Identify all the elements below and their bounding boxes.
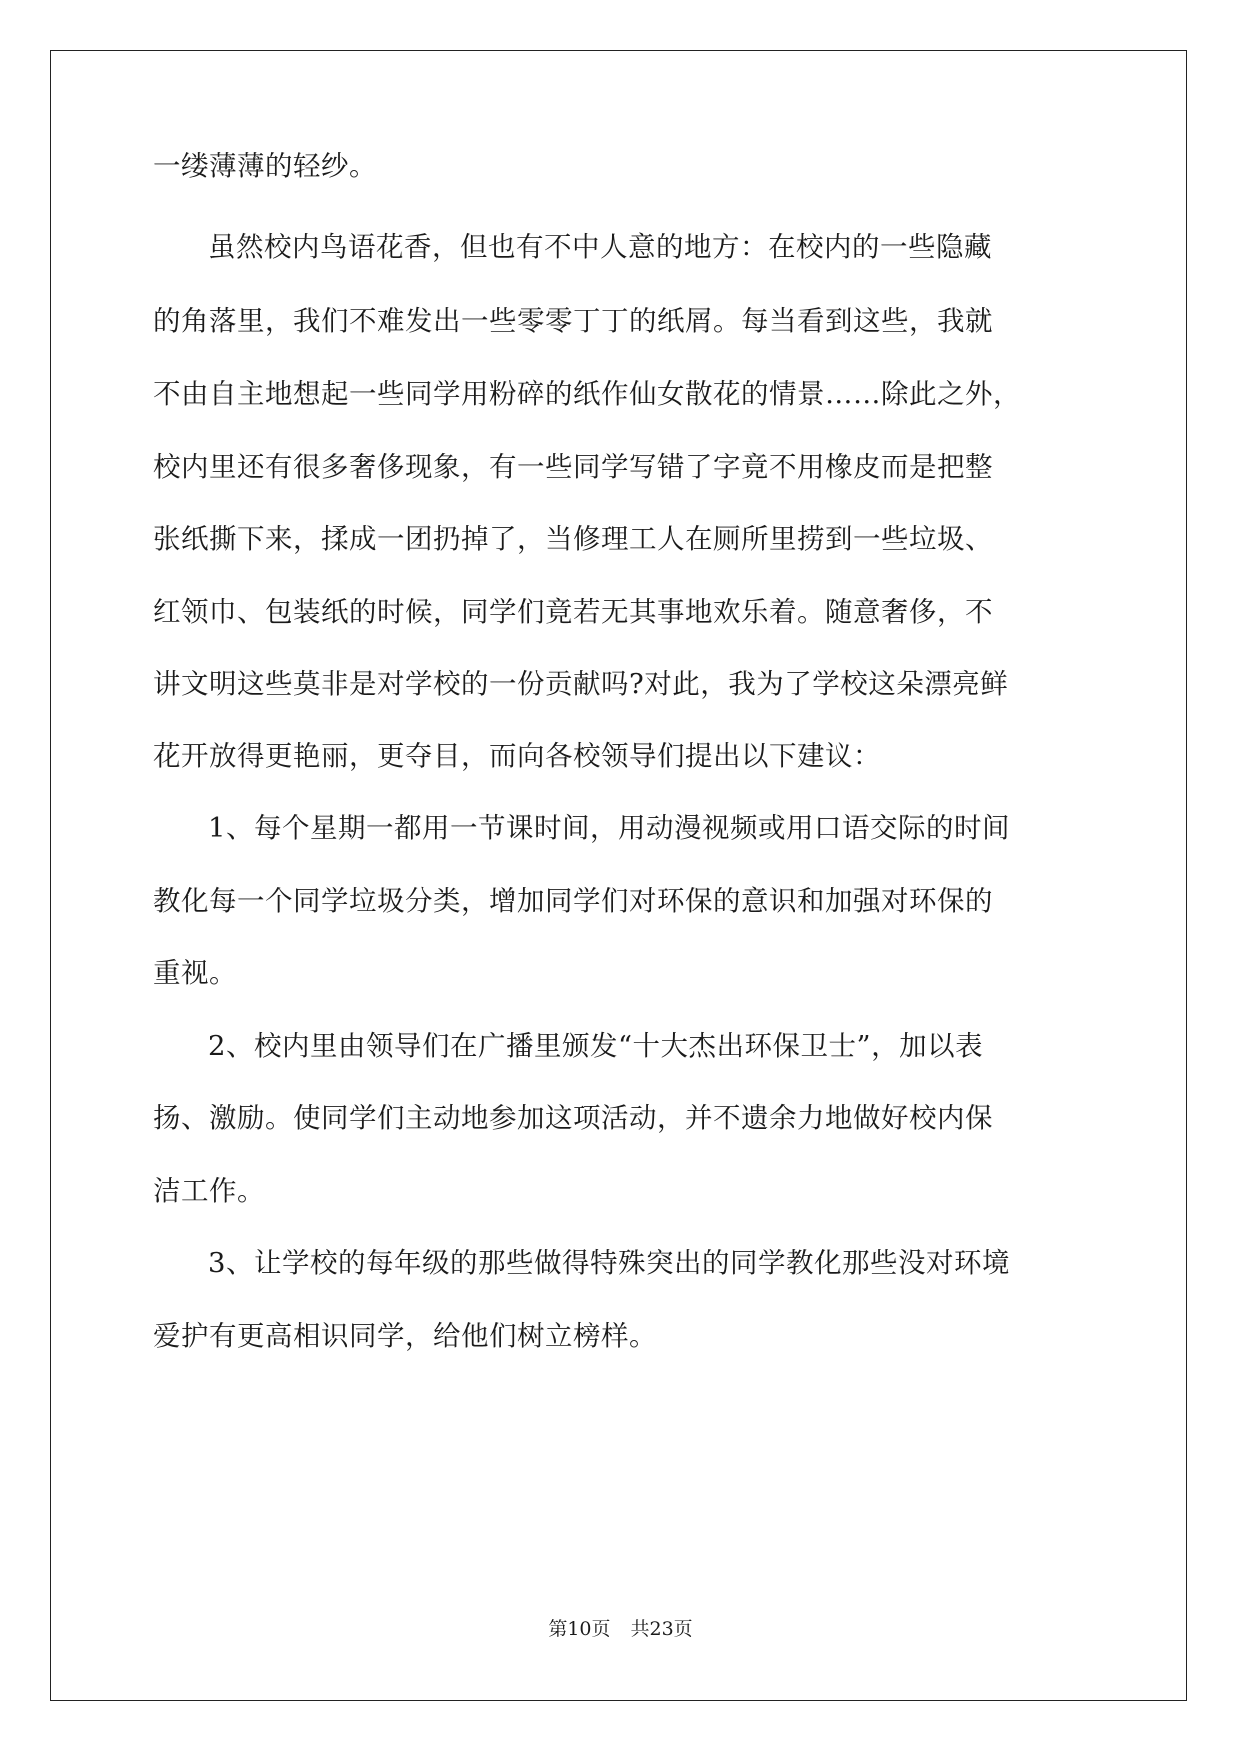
body-text-line: 洁工作。 [153, 1175, 265, 1207]
page-total: 共23页 [630, 1618, 693, 1640]
body-text-line: 2、校内里由领导们在广播里颁发“十大杰出环保卫士”，加以表 [208, 1030, 984, 1062]
body-text-line: 红领巾、包装纸的时候，同学们竟若无其事地欢乐着。随意奢侈，不 [153, 596, 993, 628]
body-text-line: 花开放得更艳丽，更夺目，而向各校领导们提出以下建议： [153, 740, 881, 772]
body-text-line: 讲文明这些莫非是对学校的一份贡献吗?对此，我为了学校这朵漂亮鲜 [153, 668, 1009, 700]
body-text-line: 爱护有更高相识同学，给他们树立榜样。 [153, 1320, 657, 1352]
body-text-line: 扬、激励。使同学们主动地参加这项活动，并不遗余力地做好校内保 [153, 1102, 993, 1134]
body-text-line: 1、每个星期一都用一节课时间，用动漫视频或用口语交际的时间 [208, 812, 1010, 844]
body-text-line: 张纸撕下来，揉成一团扔掉了，当修理工人在厕所里捞到一些垃圾、 [153, 523, 993, 555]
body-text-line: 不由自主地想起一些同学用粉碎的纸作仙女散花的情景……除此之外， [153, 378, 1021, 410]
page-border [50, 50, 1187, 1701]
page-footer [0, 1616, 1241, 1642]
body-text-line: 校内里还有很多奢侈现象，有一些同学写错了字竟不用橡皮而是把整 [153, 451, 993, 483]
body-text-line: 重视。 [153, 957, 237, 989]
page-number: 第10页 [548, 1618, 611, 1640]
body-text-line: 的角落里，我们不难发出一些零零丁丁的纸屑。每当看到这些，我就 [153, 305, 993, 337]
body-text-line: 3、让学校的每年级的那些做得特殊突出的同学教化那些没对环境 [208, 1247, 1010, 1279]
body-text-line: 教化每一个同学垃圾分类，增加同学们对环保的意识和加强对环保的 [153, 885, 993, 917]
body-text-line: 一缕薄薄的轻纱。 [153, 150, 377, 182]
body-text-line: 虽然校内鸟语花香，但也有不中人意的地方：在校内的一些隐藏 [208, 231, 992, 263]
